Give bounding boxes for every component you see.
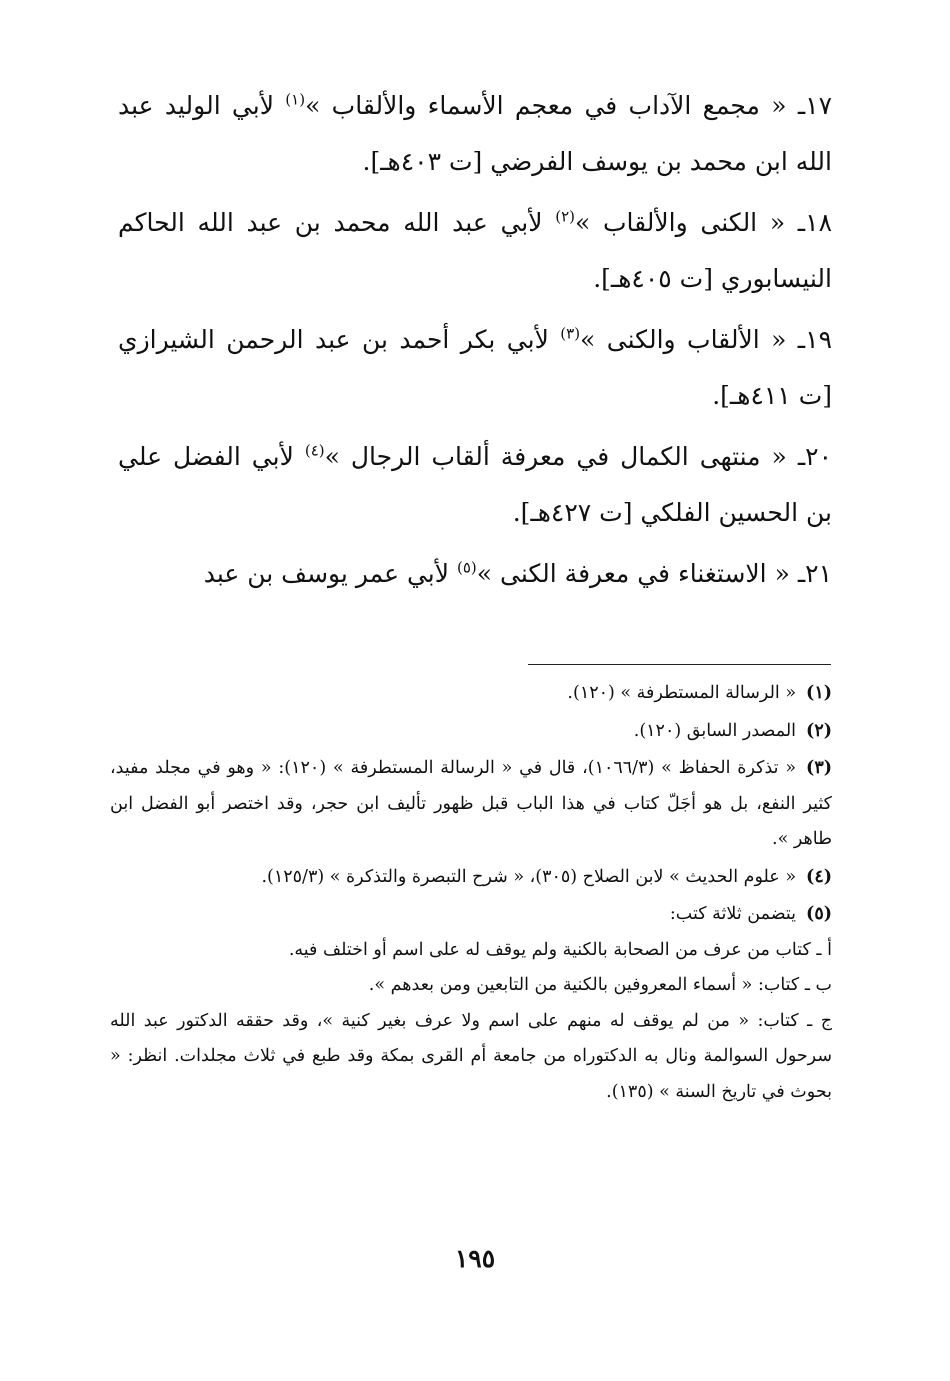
footnote [110, 751, 832, 858]
footnote-subitem: ج ـ كتاب: « من لم يوقف له منهم على اسم ولا عرف بغير كنية »، وقد حققه الدكتور عبد الله سرحول السوالمة ونال به الدكتوراه من جامعة أم القرى بمكة وقد طبع في ثلاث مجلدات. انظر: « بحوث في تاريخ السنة » (١٣٥). [110, 1010, 832, 1102]
list-item [118, 312, 832, 424]
footnote-number: (٤) [806, 866, 832, 887]
footnote-number: (٢) [806, 720, 832, 741]
entry-author: لأبي الفضل علي بن الحسين الفلكي [ت ٤٢٧هـ]. [118, 442, 832, 527]
entry-title: ٢١ـ « الاستغناء في معرفة الكنى » [476, 559, 832, 588]
entry-author: لأبي بكر أحمد بن عبد الرحمن الشيرازي [ت ٤١١هـ]. [118, 325, 832, 410]
footnote-ref[interactable]: (٣) [560, 324, 581, 343]
entry-author: لأبي الوليد عبد الله ابن محمد بن يوسف الفرضي [ت ٤٠٣هـ]. [118, 91, 832, 176]
footnote-ref[interactable]: (١) [285, 90, 306, 109]
footnote-ref[interactable]: (٢) [555, 207, 575, 226]
footnote-ref[interactable]: (٤) [304, 441, 325, 460]
footnote-number: (١) [806, 683, 832, 703]
footnote-subitem: أ ـ كتاب من عرف من الصحابة بالكنية ولم يوقف له على اسم أو اختلف فيه. [288, 939, 832, 960]
list-item [118, 78, 832, 190]
footnote-divider [528, 664, 831, 665]
list-item [118, 429, 832, 541]
entry-title: ١٨ـ « الكنى والألقاب » [575, 208, 832, 237]
list-item [118, 195, 832, 307]
entry-author: لأبي عمر يوسف بن عبد [203, 559, 457, 588]
footnote-text: « تذكرة الحفاظ » (١٠٦٦/٣)، قال في « الرسالة المستطرفة » (١٢٠): « وهو في مجلد مفيد، كثير النفع، بل هو أجَلّ كتاب في هذا الباب قبل ظهور تأليف ابن حجر، وقد اختصر أبو الفضل ابن طاهر ». [110, 758, 832, 849]
footnote [110, 714, 832, 750]
entry-title: ١٧ـ « مجمع الآداب في معجم الأسماء والألقاب » [305, 91, 833, 120]
footnote-text: يتضمن ثلاثة كتب: [669, 904, 797, 924]
entry-title: ٢٠ـ « منتهى الكمال في معرفة ألقاب الرجال » [324, 442, 832, 471]
footnote [110, 860, 832, 896]
main-text [118, 78, 832, 607]
footnote-number: (٣) [806, 758, 832, 778]
entry-title: ١٩ـ « الألقاب والكنى » [580, 325, 832, 354]
footnote-text: « الرسالة المستطرفة » (١٢٠). [567, 683, 797, 703]
entry-author: لأبي عبد الله محمد بن عبد الله الحاكم النيسابوري [ت ٤٠٥هـ]. [118, 208, 832, 293]
list-item [118, 546, 832, 602]
footnote-text: المصدر السابق (١٢٠). [633, 720, 797, 741]
footnote-subitem: ب ـ كتاب: « أسماء المعروفين بالكنية من التابعين ومن بعدهم ». [368, 975, 832, 995]
footnote [110, 897, 832, 1110]
footnote [110, 676, 832, 712]
footnote-number: (٥) [806, 904, 832, 924]
page-number: ١٩٥ [454, 1244, 496, 1273]
footnote-text: « علوم الحديث » لابن الصلاح (٣٠٥)، « شرح التبصرة والتذكرة » (١٢٥/٣). [261, 866, 797, 887]
footnotes [110, 676, 832, 1112]
footnote-ref[interactable]: (٥) [456, 558, 477, 577]
